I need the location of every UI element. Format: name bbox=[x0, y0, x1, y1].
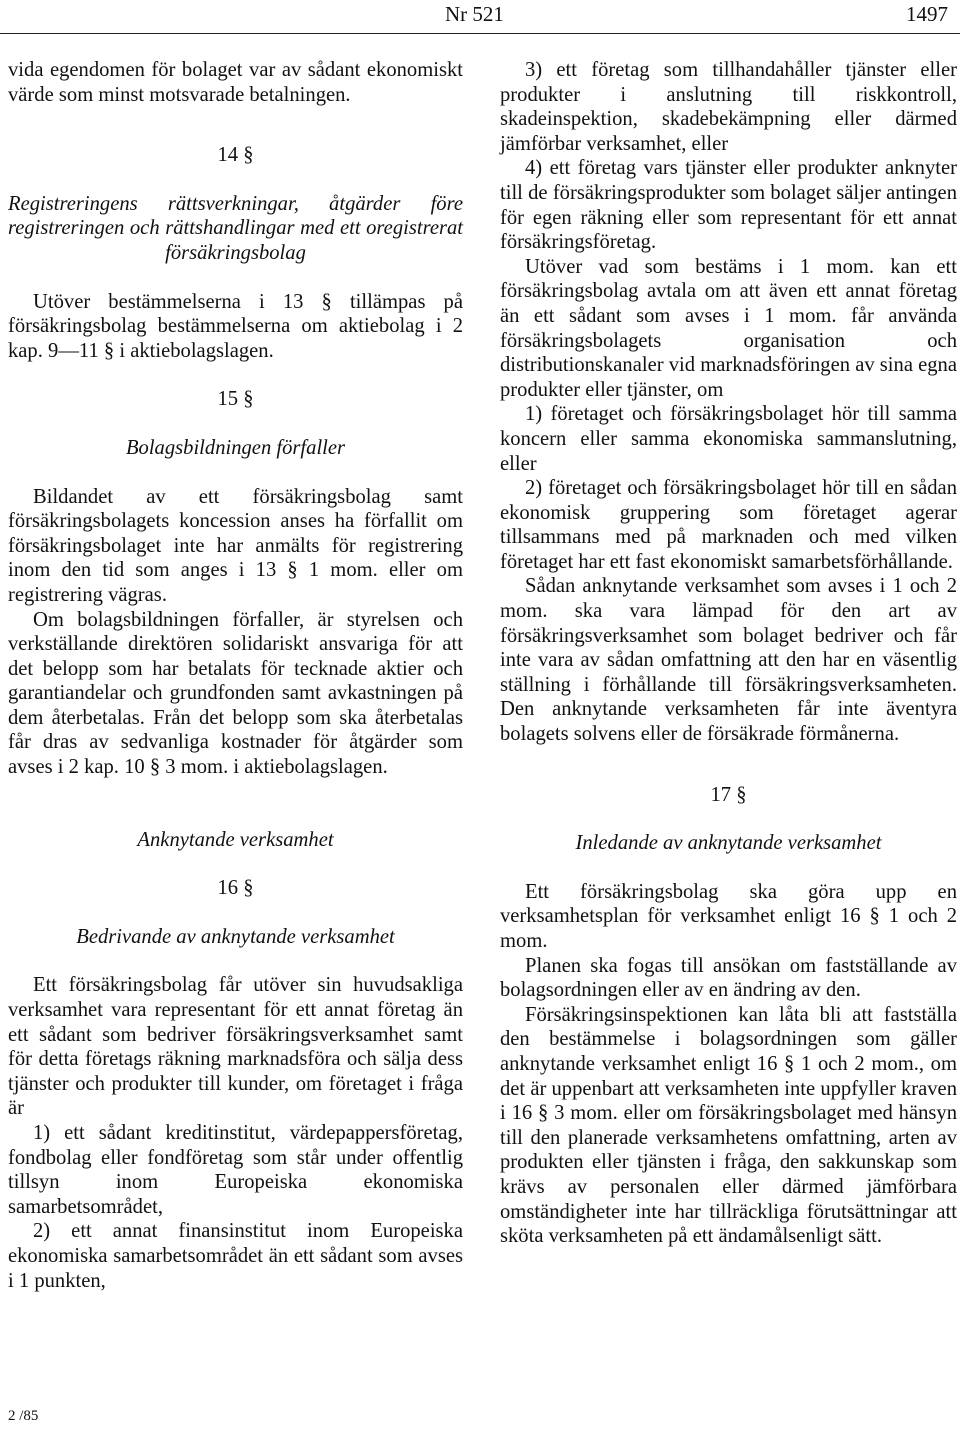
list-item: 1) ett sådant kreditinstitut, värdepappersföretag, fondbolag eller fondföretag som står under offentlig tillsyn inom Europeiska ekonomiska samarbetsområdet, bbox=[8, 1122, 463, 1218]
section-number: 17 § bbox=[710, 783, 747, 806]
section-heading: Bolagsbildningen förfaller bbox=[125, 436, 346, 459]
paragraph: Planen ska fogas till ansökan om fastställande av bolagsordningen eller av en ändring av den. bbox=[500, 954, 957, 1002]
paragraph: Bildandet av ett försäkringsbolag samt försäkringsbolagets koncession anses ha förfallit om försäkringsbolaget inte har anmälts för registrering inom den tid som anges i 13 § 1 mom. eller om registrering vägras. bbox=[8, 485, 463, 606]
left-column bbox=[8, 58, 463, 1293]
paragraph: Försäkringsinspektionen kan låta bli att fastställa den bestämmelse i bolagsordningen som gäller anknytande verksamhet enligt 16 § 1 och 2 mom., om det är uppenbart att verksamheten inte uppfyller kraven i 16 § 3 mom. eller om försäkringsbolaget med hänsyn till den planerade verksamhetens omfattning, arten av produkten eller tjänsten i fråga, den sakkunskap som krävs av personalen eller därmed jämförbara omständigheter inte har tillräckliga förutsättningar att sköta verksamheten på ett ändamålsenligt sätt. bbox=[500, 1003, 957, 1248]
section-number: 16 § bbox=[217, 877, 254, 900]
paragraph: Utöver vad som bestäms i 1 mom. kan ett försäkringsbolag avtala om att även ett annat företag än ett sådant som avses i 1 mom. får använda försäkringsbolagets organisation och distributionskanaler vid marknadsföringen av sina egna produkter eller tjänster, om bbox=[500, 255, 957, 401]
list-item: 4) ett företag vars tjänster eller produkter anknyter till de försäkringsprodukter som bolaget säljer antingen för egen räkning eller som representant för ett annat försäkringsföretag. bbox=[500, 157, 957, 254]
header-rule bbox=[0, 33, 960, 34]
section-heading: Registreringens rättsverkningar, åtgärder före registreringen och rättshandlingar med ett oregistrerat försäkringsbolag bbox=[8, 192, 463, 264]
footer-code: 2 /85 bbox=[8, 1408, 39, 1424]
list-item: 2) ett annat finansinstitut inom Europeiska ekonomiska samarbetsområdet än ett sådant som avses i 1 punkten, bbox=[8, 1220, 463, 1292]
paragraph: Om bolagsbildningen förfaller, är styrelsen och verkställande direktören solidariskt ansvariga för att det belopp som har betalats för tecknade aktier och garantiandelar och grundfonden samt avkastningen på dem återbetalas. Från det belopp som ska återbetalas får dras av sedvanliga kostnader för åtgärder som avses i 2 kap. 10 § 3 mom. i aktiebolagslagen. bbox=[8, 608, 463, 779]
list-item: 1) företaget och försäkringsbolaget hör till samma koncern eller samma ekonomiska sammanslutning, eller bbox=[500, 403, 957, 475]
paragraph: vida egendomen för bolaget var av sådant ekonomiskt värde som minst motsvarade betalningen. bbox=[8, 59, 463, 106]
section-heading: Bedrivande av anknytande verksamhet bbox=[76, 925, 395, 948]
list-item: 2) företaget och försäkringsbolaget hör till en sådan ekonomisk gruppering som företaget agerar tillsammans med på marknaden och med vilken företaget har ett fast ekonomiskt samarbetsförhållande. bbox=[500, 477, 957, 573]
paragraph: Sådan anknytande verksamhet som avses i 1 och 2 mom. ska vara lämpad för den art av försäkringsverksamhet som bolaget bedriver och får inte vara av sådan omfattning att den har en väsentlig ställning i förhållande till försäkringsverksamheten. Den anknytande verksamheten får inte äventyra bolagets solvens eller de försäkrade förmånerna. bbox=[500, 575, 957, 746]
paragraph: Ett försäkringsbolag får utöver sin huvudsakliga verksamhet vara representant för ett annat företag än ett sådant som bedriver försäkringsverksamhet samt för detta företags räkning marknadsföra och sälja dess tjänster och produkter till kunder, om företaget i fråga är bbox=[8, 974, 463, 1120]
document-number: Nr 521 bbox=[445, 2, 504, 26]
list-item: 3) ett företag som tillhandahåller tjänster eller produkter i anslutning till riskkontroll, skadeinspektion, skadebekämpning eller därmed jämförbar verksamhet, eller bbox=[500, 59, 957, 155]
paragraph: Utöver bestämmelserna i 13 § tillämpas på försäkringsbolag bestämmelserna om aktiebolag i 2 kap. 9—11 § i aktiebolagslagen. bbox=[8, 290, 463, 362]
section-number: 14 § bbox=[217, 144, 254, 167]
section-heading: Inledande av anknytande verksamhet bbox=[575, 832, 882, 855]
right-column bbox=[500, 58, 957, 1249]
section-number: 15 § bbox=[217, 388, 254, 411]
chapter-heading: Anknytande verksamhet bbox=[137, 828, 334, 851]
page-number: 1497 bbox=[906, 2, 948, 26]
paragraph: Ett försäkringsbolag ska göra upp en verksamhetsplan för verksamhet enligt 16 § 1 och 2 mom. bbox=[500, 880, 957, 952]
page-header bbox=[0, 0, 960, 30]
